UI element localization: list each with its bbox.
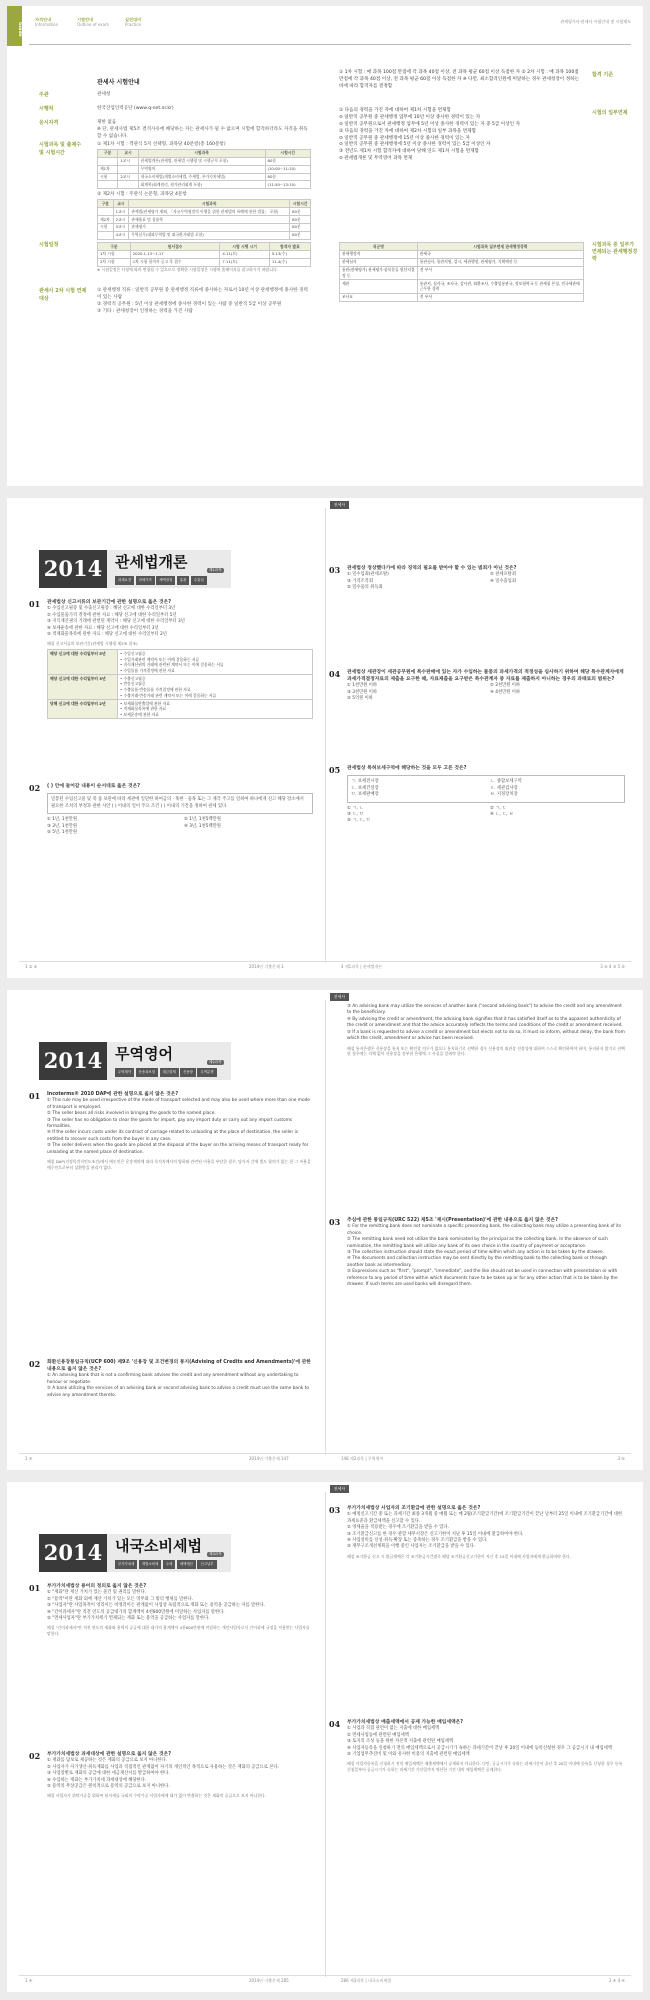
option: ③ An advising bank may utilize the services of another bank ("second advising bank") to advise the credit and any amendment to the beneficiary. [347, 1004, 622, 1016]
question-text: 관세법상 정상했다가에 따라 징역의 필요를 받아야 할 수 있는 범죄가 아닌 것은? [347, 566, 517, 571]
table-cell [98, 208, 114, 216]
table-row [98, 165, 311, 173]
table-cell: 3교시 [113, 223, 129, 231]
right-tag: 관세사 [330, 1485, 349, 1493]
question-number: 04 [329, 669, 341, 679]
option: ② 사업자가 자기생산·취득재화를 사업과 직접적인 관계없이 자기의 개인적인 목적으로 사용하는 것은 재화의 공급으로 본다. [47, 1764, 279, 1770]
option: ② 1년, 1천5백만원 [184, 817, 221, 823]
option: ④ 보세운송에 관한 자료 : 해당 신고에 대한 수리일부터 3년 [47, 625, 159, 631]
table-cell: 80분 [265, 157, 310, 165]
schedule-note: ※ 시험일정은 사정에 따라 변경될 수 있으므로 정확한 시험일정은 시행처 홈페이지를 참고하시기 바랍니다. [97, 266, 278, 272]
option: ② The seller bears all risks involved in bringing the goods to the named place. [47, 1111, 216, 1117]
option: ④ 수입하는 재화는 부가가치세 과세대상에 해당한다. [47, 1777, 147, 1783]
info-key: 관세사 2차 시험 면제 대상 [39, 288, 87, 302]
page-customs-law [7, 498, 643, 978]
footer-answers: 3 ⑤ 4 ③ 5 ⑤ [600, 964, 625, 969]
table-row [98, 157, 311, 165]
partial-exemption: ① 다음의 경력을 가진 자에 대하여 제1차 시험을 면제함 ⊙ 일반직 공무원 중 관세행정 업무에 10년 이상 종사한 경력이 있는 자 ⊙ 일반직 공무원으로서 관세행정 업무에 5년 이상 종사한 경력이 있는 자 중 5급 이상인 자 ② 다음의 경력을 가진 자에 대하여 제2차 시험의 일부 과목을 면제함 ⊙ 일반직 공무원 중 관세행정에 15년 이상 종사한 경력이 있는 자 ⊙ 일반직 공무원 중 관세행정에 5년 이상 종사한 경력이 있는 5급 이상인 자 ③ 전년도 제1차 시험 합격자에 대하여 당해 연도 제1차 시험을 면제함 ⊙ 관세법개론 및 무역영어 과목 면제 [339, 108, 521, 162]
topic-chip: 무역계약 [115, 1068, 134, 1077]
exemption-table [339, 242, 584, 302]
question [347, 565, 625, 592]
question [47, 783, 313, 836]
column-divider [325, 508, 326, 963]
margin-note: 시험과목 중 일부가 면제되는 관세행정경력 [592, 242, 638, 262]
question [47, 599, 313, 719]
choice-item: ㅁ. 보세판매장 [351, 792, 379, 798]
explanation: 해설 사업자등록을 신청하기 전의 매입세액은 매출세액에서 공제하지 아니한다. 다만, 공급시기가 속하는 과세기간이 끝난 후 20일 이내에 등록을 신청한 경우 등록신청일부터 공급시기가 속하는 과세기간 기산일까지 역산한 기간 내의 매입세액은 공제한다. [347, 1761, 623, 1773]
table-cell: 조사요 [340, 293, 418, 301]
table-row [98, 173, 311, 181]
table-cell: 2차 시험 [98, 258, 131, 266]
table-cell: 1차 시험 [98, 250, 131, 258]
table-cell: 1교시 [113, 208, 129, 216]
question-number: 01 [29, 1091, 41, 1101]
table-cell: 관세평가 [129, 223, 290, 231]
option: ⑤ ㄱ, ㄷ, ㅁ [347, 818, 371, 824]
table-row [48, 700, 313, 719]
table-header-cell: 구분 [98, 200, 114, 208]
table-header-cell: 시험시간 [290, 200, 311, 208]
question-continued [347, 1004, 625, 1057]
table-cell: 해당 신고에 대한 수리일부터 5년 [48, 650, 118, 675]
question [347, 765, 625, 825]
rh-item: 실전대비 Practice [125, 17, 142, 28]
option: ① "재화"란 재산 가치가 있는 물건 및 권리를 말한다. [47, 1590, 146, 1596]
passage-box: 밀봉된 수입신고물 및 즉 품 보관에 따라 세관에 일단한 하여금의 · 혹한 · 품목 또는 그 제각 주고를 일하여 하나에게 신고 해당 장소에서 필요한 조치의 부정과 관한 사안 ( ) 이내의 일이 주요 조건 ( ) 이내의 기간을 정하여 관세 있다. [47, 793, 313, 814]
option: ① 수입신고필증 및 수출신고필증 : 해당 신고에 대한 수리일부터 3년 [47, 606, 176, 612]
option: ② ㄱ, ㄷ [490, 805, 507, 811]
question-text: 부가가치세법상 매출세액에서 공제 가능한 매입세액은? [347, 1720, 464, 1725]
topic-chip: 통관 [177, 576, 190, 585]
table-cell: 전 부서 [417, 266, 583, 280]
table-cell: 1차 시험 합격자 공고 후 접수 [130, 258, 220, 266]
chapter-badge: 제3과목 [209, 1552, 222, 1556]
table-cell: 80분 [265, 173, 310, 181]
table-cell: 4교시 [113, 231, 129, 239]
table-cell: 관세법(관세평가 제외, 「자유무역협정의 이행을 위한 관세법의 특례에 관한 법률」 포함) [129, 208, 290, 216]
right-tag: 관세사 [330, 993, 349, 1001]
topic-bar [115, 576, 207, 585]
option: ③ "사업자"란 사업목적이 영리이든 비영리이든 관계없이 사업상 독립적으로 재화 또는 용역을 공급하는 자를 말한다. [47, 1603, 265, 1609]
topic-chip: 운송과보험 [136, 1068, 158, 1077]
page-guide [7, 6, 643, 486]
table-row [98, 223, 311, 231]
chapter-title: 무역영어 [115, 1045, 173, 1063]
question-number: 01 [29, 1583, 41, 1593]
option: ① 사업과 직접 관련이 없는 지출에 대한 매입세액 [347, 1726, 440, 1732]
info-value: ① 관세행정 직류 : 일반직 공무원 중 관세행정 직류에 종사하는 자로서 10년 이상 관세행정에 종사한 경력이 있는 사람 ② 경력직 공무원 : 5년 이상 관세행정에 종사한 경력이 있는 사람 중 일반직 5급 이상 공무원 ③ 기타 : 관세청장이 인정하는 경력을 가진 사람 [97, 288, 308, 314]
option: ⑤ 5억원 이하 [347, 696, 373, 702]
pass-criteria: ① 1차 시험 : 매 과목 100점 만점에 각 과목 40점 이상, 전 과목 평균 60점 이상 득점한 자 ② 2차 시험 : 매 과목 100점 만점에 각 과목 40점 이상, 전 과목 평균 60점 이상 득점한 자 ※ 다만, 최소합격인원에 미달하는 경우 관세청장이 정하는 바에 따라 합격자를 결정함 [339, 70, 580, 89]
table-row [340, 293, 584, 301]
explanation: 해설 사업자가 위탁가공을 위하여 원자재를 국외의 수탁가공 사업자에게 대가 없이 반출하는 것은 재화의 공급으로 보지 아니한다. [47, 1793, 266, 1799]
table-cell: 2교시 [118, 173, 138, 181]
topic-chip: 세액결정 [156, 576, 175, 585]
footer-answers: 3 ④ 4 ④ [608, 1978, 625, 1983]
topic-chip: 과세요건 [115, 576, 134, 585]
option: ① 밀수입죄(관세포탈) [347, 572, 389, 578]
footer-page: 2014년 기출문제 285 [249, 1978, 289, 1983]
table-cell: • 보세화물반출입에 관한 자료 • 적재화물목록에 관한 자료 • 보세운송에 관한 자료 [118, 700, 313, 719]
option: ⑤ 용역의 무상공급은 원칙적으로 용역의 공급으로 보지 아니한다. [47, 1783, 170, 1789]
table-cell: 7.11(토) [220, 258, 269, 266]
info-key: 시행처 [39, 106, 54, 112]
option: ② 관세포탈죄 [490, 572, 516, 578]
info-key: 주관 [39, 92, 49, 98]
schedule-table [97, 242, 311, 267]
info-value: 한국산업인력공단 (www.q-net.or.kr) [97, 106, 174, 111]
option: ① This rule may be used irrespective of the mode of transport selected and may also be used where more than one mode of transport is employed. [47, 1098, 310, 1110]
topic-chip: 과세가격 [136, 576, 155, 585]
option: ⑤ "면세사업자"란 부가가치세가 면제되는 재화 또는 용역을 공급하는 사업자를 말한다. [47, 1615, 210, 1621]
option: ④ 사업설비를 신설·취득·확장 또는 증축하는 경우 조기환급을 받을 수 있다. [347, 1537, 488, 1543]
column-divider [325, 1492, 326, 1977]
option: ② "용역"이란 재화 외에 재산 가치가 있는 모든 역무와 그 밖의 행위를 말한다. [47, 1596, 193, 1602]
question-number: 02 [29, 1751, 41, 1761]
subject-table-1 [97, 149, 311, 189]
table-header-cell: 시험 시행 시기 [220, 243, 269, 251]
table-header-cell: 원서접수 [130, 243, 220, 251]
question [347, 1217, 625, 1289]
table-cell [118, 181, 138, 189]
topic-chip: 주세 [163, 1560, 176, 1569]
table-cell: (11:50~13:10) [265, 181, 310, 189]
page-footer [19, 1975, 631, 1985]
question [47, 1751, 313, 1799]
topic-chip: 개별소비세 [139, 1560, 161, 1569]
table-cell: 무역영어 [138, 165, 265, 173]
right-tag: 관세사 [330, 501, 349, 509]
info-value: 제한 없음 ※ 단, 관세사법 제5조 결격사유에 해당하는 자는 관세사가 될 수 없으며 시험에 합격하더라도 자격을 취득할 수 없습니다. [97, 120, 308, 139]
explanation: 해설 통지은행은 신용장을 통지 또는 확인할 의무가 없으나 통지하기로 선택한 경우 신용장의 외관상 진정성에 대하여 스스로 확인하여야 하며, 통지하지 않기로 선택한 경우에는 지체 없이 신용장을 송부한 은행에 그 사실을 알려야 한다. [347, 1045, 625, 1057]
table-cell: 5.13(수) [269, 250, 310, 258]
option: ⑤ If a bank is requested to advise a credit or amendment but elects not to do so, it must so inform, without delay, the bank from which the credit, amendment or advice has been received. [347, 1029, 625, 1042]
table-cell: 통관심사, 통관지원, 감시, 세관행정, 관세평가, 기획예산 등 [417, 258, 583, 266]
footer-page: 2014년 기출문제 147 [249, 1456, 289, 1461]
subject-table-2 [97, 199, 311, 239]
table-cell: 전 부서 [417, 293, 583, 301]
table-cell [98, 231, 114, 239]
footer-answers: 3 ⑤ [617, 1456, 625, 1461]
explanation: 해설 조기환급 신고 시 환급세액은 각 조기환급기간별로 해당 조기환급신고기한이 지난 후 15일 이내에 사업자에게 환급하여야 한다. [347, 1553, 571, 1559]
topic-bar [115, 1560, 217, 1569]
info-key: 시험일정 [39, 242, 59, 248]
question-text: 관세법상 신고서류의 보관기간에 관한 설명으로 옳은 것은? [47, 600, 172, 605]
option: ⑤ 재무구조개선계획을 이행 중인 사업자는 조기환급을 받을 수 있다. [347, 1544, 476, 1550]
info-key: 시험과목 및 출제수 및 시험시간 [39, 142, 82, 156]
chapter-badge: 제1과목 [209, 568, 222, 572]
option: ① 1천만원 이하 [347, 683, 378, 689]
choice-item: ㄷ. 보세건설장 [351, 785, 379, 791]
question-text: 관세법상 세관장이 세관공무원에 특수판매에 있는 자가 수입하는 물품의 과세가격의 적정성을 심사하기 위하여 해당 특수관계자에게 과세가격결정자료의 제출을 요구한 때, 자료제출을 요구받은 특수관계자 중 자료를 제출하지 아니하는 경우의 과태료의 범위는? [347, 670, 624, 683]
option: ② A bank utilizing the services of an advising bank or second advising bank to advise a credit must use the same bank to advise any amendment thereto. [47, 1386, 309, 1398]
table-cell: 시험 [98, 223, 114, 231]
table-row [340, 258, 584, 266]
question-number: 05 [329, 765, 341, 775]
option: ④ The documents and collection instruction may be sent directly by the remitting bank to the collecting bank or through another bank as intermediary. [347, 1256, 607, 1268]
footer-page: 4 제1과목 | 관세법개론 [341, 964, 383, 969]
question-number: 03 [329, 565, 341, 575]
topic-chip: 부가가치세 [115, 1560, 137, 1569]
topic-chip: 수출입 [191, 576, 207, 585]
topic-chip: 신용장 [180, 1068, 196, 1077]
option: ⑤ 밀수품의 취득죄 [347, 585, 383, 591]
margin-note: 시험의 일부면제 [592, 110, 628, 116]
running-header [7, 6, 643, 46]
option: ① 예정신고기간 중 또는 과세기간 최종 3개월 중 매월 또는 매 2월(조기환급기간)에 조기환급기간이 끝난 날부터 25일 이내에 조기환급기간에 대한 과세표준과 환급세액을 신고할 수 있다. [347, 1512, 623, 1524]
info-value [97, 242, 311, 272]
exemption-table-wrap [339, 242, 584, 302]
question [347, 1719, 625, 1773]
table-row [340, 280, 584, 294]
question-text: 추심에 관한 통일규칙(URC 522) 제5조 '제시(Presentation)'에 관한 내용으로 옳지 않은 것은? [347, 1218, 558, 1223]
chapter-title: 관세법개론 [115, 553, 188, 571]
table-row [98, 258, 311, 266]
page-footer [19, 1453, 631, 1463]
option: ⑤ Expressions such as "first", "prompt", "immediate", and the like should not be used in connection with presentation or with reference to any period of time within which documents have to be taken up or for any other action that is to be taken by the drawee. If such terms are used banks will disregard them. [347, 1269, 618, 1288]
table-cell: 제1차 [98, 165, 118, 173]
footer-page: 148 제2과목 | 무역영어 [341, 1456, 384, 1461]
table-header-cell: 구분 [98, 149, 118, 157]
table-cell: 관세법개론(관세법, 관세법 시행령 및 시행규칙 포함) [138, 157, 265, 165]
option: ④ If the seller incurs costs under its contract of carriage related to unloading at the place of destination, the seller is entitled to recover such costs from the buyer in any case. [47, 1130, 299, 1142]
table-row [98, 215, 311, 223]
topic-chip: 신고납부 [197, 1560, 216, 1569]
table-cell: 관세율표 및 상품학 [129, 215, 290, 223]
footer-answers: 1 ④ [25, 1978, 33, 1983]
question-text: 관세법상 특허보세구역에 해당하는 것을 모두 고른 것은? [347, 766, 467, 771]
table-cell: 세관 [340, 280, 418, 294]
table-cell [118, 165, 138, 173]
table-cell: 제2차 [98, 215, 114, 223]
table-cell: 회계학(회계원리, 원가관리회계 포함) [138, 181, 265, 189]
subject-paragraph: ① 제1차 시험 : 객관식 5지 선택형, 과목당 40문항(총 160문항) [97, 142, 226, 147]
topic-chip: 대금결제 [160, 1068, 179, 1077]
table-header-cell: 교시 [118, 149, 138, 157]
option: ④ 3년, 1천5백만원 [184, 823, 221, 829]
question-text: 부가가치세법상 용어의 정의로 옳지 않은 것은? [47, 1584, 147, 1589]
question-number: 04 [329, 1719, 341, 1729]
question-text: Incoterms® 2010 DAP에 관한 설명으로 옳지 않은 것은? [47, 1092, 179, 1097]
footer-page: 2014년 기출문제 3 [249, 964, 284, 969]
option: ④ 사업자등록을 신청하기 전의 매입세액으로서 공급시기가 속하는 과세기간이 끝난 후 20일 이내에 등록신청한 경우 그 공급시기 내 매입세액 [347, 1745, 612, 1751]
option: ③ ㄷ, ㅁ [347, 811, 364, 817]
table-cell: 4.11(토) [220, 250, 269, 258]
chapter-title: 내국소비세법 [115, 1537, 202, 1555]
option: ③ The seller has no obligation to clear the goods for import, pay any import duty or carry out any import customs formalities. [47, 1117, 293, 1129]
table-row [98, 181, 311, 189]
explanation: 해설 "간이과세자"란 직전 연도의 재화와 용역의 공급에 대한 대가의 합계액이 4천800만원에 미달하는 개인사업자로서 간이과세 규정을 적용받는 사업자를 말한다. [47, 1625, 310, 1637]
table-row [340, 266, 584, 280]
table-row [98, 250, 311, 258]
explanation: 해설 DAP(지정목적지인도조건)에서 매도인은 운송계약에 따라 목적지에서의 양하와 관련된 비용을 부담한 경우, 당사자 간에 별도 합의가 없는 한 그 비용을 매수인으로부터 상환받을 권리가 없다. [47, 1159, 311, 1170]
table-row [48, 650, 313, 675]
option: ④ 4천만원 이하 [490, 689, 521, 695]
option: ③ 3천만원 이하 [347, 689, 378, 695]
option: ③ 지식재산권의 거래에 관련된 계약서 : 해당 신고에 대한 수리일부터 3년 [47, 619, 185, 625]
running-header-right: 관세평가사·관세사 시험안내 및 시험제도 [560, 19, 631, 24]
footer-answers: 1 ② ⑤ [25, 964, 38, 969]
question-text: 화환신용장통일규칙(UCP 600) 제9조 '신용장 및 조건변경의 통지(Advising of Credits and Amendments)'에 관한 내용으로 옳지 않은 것은? [47, 1360, 311, 1373]
topic-chip: 세액계산 [177, 1560, 196, 1569]
question-text: 부가가치세법상 과세대상에 관한 설명으로 옳지 않은 것은? [47, 1752, 172, 1757]
option: ③ 조기환급신고를 한 경우 관할 세무서장은 신고기한이 지난 후 15일 이내에 환급하여야 한다. [347, 1531, 524, 1537]
option: ⑤ 5년, 1천만원 [47, 829, 78, 835]
table-cell: 통관(관세평가) 관세평가·품목분류 원산지결정 등 [340, 266, 418, 280]
page-trade-english [7, 990, 643, 1470]
question-text: 부가가치세법상 사업자의 조기환급에 관한 설명으로 옳은 것은? [347, 1506, 481, 1511]
option: ① 재화를 담보로 제공하는 것은 재화의 공급으로 보지 아니한다. [47, 1758, 167, 1764]
column-divider [325, 1000, 326, 1455]
option: ③ 토지의 조성 등을 위한 자본적 지출에 관련된 매입세액 [347, 1739, 454, 1745]
table-header-cell: 교시 [113, 200, 129, 208]
option: ② 2천만원 이하 [490, 683, 521, 689]
option: ② 영세율을 적용받는 경우에 조기환급을 받을 수 있다. [347, 1525, 449, 1531]
table-cell: (10:00~11:20) [265, 165, 310, 173]
header-rule [29, 44, 631, 45]
question-number: 03 [329, 1217, 341, 1227]
table-header-cell: 시험과목 [129, 200, 290, 208]
table-header-cell: 직군명 [340, 243, 418, 251]
question-number: 02 [29, 1359, 41, 1369]
table-cell: 관세국 [417, 250, 583, 258]
table-row [340, 250, 584, 258]
table-cell: 80분 [290, 208, 311, 216]
question [347, 1505, 625, 1560]
subject-paragraph: ② 제2차 시험 : 주관식 논문형, 과목당 4문항 [97, 192, 187, 198]
margin-note: 합격 기준 [592, 72, 614, 78]
table-row [98, 231, 311, 239]
table-cell [98, 157, 118, 165]
question-number: 03 [329, 1505, 341, 1515]
option: ③ 가격조작죄 [347, 578, 373, 584]
table-cell: 2교시 [113, 215, 129, 223]
table-cell: 관세행정직 [340, 250, 418, 258]
option: ② The remitting bank need not utilize the bank nominated by the principal as the collecting bank. In the absence of such nomination, the remitting bank will utilize any bank of its own choice in the country of payment or acceptance. [347, 1237, 608, 1249]
info-key: 응시자격 [39, 120, 59, 126]
table-cell: 관세심사 [340, 258, 418, 266]
option: ⑤ 적재화물목록에 관한 자료 : 해당 신고에 대한 수리일부터 2년 [47, 631, 167, 637]
option: ④ 밀수출입죄 [490, 578, 516, 584]
explanation: 해설 신고서류의 보관기간(관세법 시행령 제3조 참조) [47, 641, 138, 647]
table-cell: 2020.1.13~1.17 [130, 250, 220, 258]
table-cell: 11.4(수) [269, 258, 310, 266]
footer-answers: 1 ④ [25, 1456, 33, 1461]
option: ④ "간이과세자"란 직전 연도의 공급대가의 합계액이 4천800만원에 미달하는 사업자를 말한다. [47, 1609, 225, 1615]
explain-table [47, 649, 313, 719]
chapter-year: 2014 [39, 1534, 107, 1572]
question-text: ( ) 안에 들어갈 내용이 순서대로 옳은 것은? [47, 784, 140, 789]
page-title: 관세사 시험안내 [97, 79, 140, 86]
choice-item: ㄱ. 보세전시장 [351, 779, 379, 785]
info-value [97, 142, 311, 240]
option: ① ㄱ, ㄴ [347, 805, 364, 811]
topic-bar [115, 1068, 217, 1077]
question [47, 1091, 313, 1171]
option: ① 1년, 1천만원 [47, 817, 78, 823]
rh-item: 시험안내 Outline of exam [77, 17, 109, 28]
table-cell: 무역실무(대외무역법 및 외국환거래법 포함) [129, 231, 290, 239]
question [47, 1583, 313, 1637]
option: ④ By advising the credit or amendment, the advising bank signifies that it has satisfied itself as to the apparent authenticity of the credit or amendment and that the advice accurately reflects the terms and conditions of the credit or amendment received. [347, 1016, 623, 1029]
table-header-cell: 시험시간 [265, 149, 310, 157]
table-header-cell: 구분 [98, 243, 131, 251]
table-cell: 시험 [98, 173, 118, 181]
table-header-cell: 합격자 발표 [269, 243, 310, 251]
choice-item: ㄴ. 종합보세구역 [490, 779, 522, 785]
table-cell: 80분 [290, 223, 311, 231]
table-row [98, 208, 311, 216]
chapter-year: 2014 [39, 1042, 107, 1080]
table-cell [98, 181, 118, 189]
question [347, 669, 625, 703]
info-value: 관세청 [97, 92, 111, 97]
chapter-badge: 제2과목 [209, 1060, 222, 1064]
table-header-cell: 시험과목 [138, 149, 265, 157]
option: ④ ㄴ, ㄷ, ㅂ [490, 811, 514, 817]
guide-tab: Guide [7, 6, 22, 46]
page-excise-tax [7, 1482, 643, 1992]
option: ② 면세사업등에 관련된 매입세액 [347, 1732, 409, 1738]
option: ⑤ 기업업무추진비 및 이와 유사한 비용의 지출에 관련된 매입세액 [347, 1751, 470, 1757]
option: ③ The collection instruction should state the exact period of time within which any action is to be taken by the drawee. [347, 1249, 604, 1255]
table-cell: 내국소비세법(개별소비세법, 주세법, 부가가치세법) [138, 173, 265, 181]
table-cell: 1교시 [118, 157, 138, 165]
choice-item: ㅂ. 지정장치장 [490, 792, 518, 798]
topic-chip: 무역분쟁 [197, 1068, 216, 1077]
table-cell: 해당 신고에 대한 수리일부터 3년 [48, 675, 118, 700]
option: ① For the remitting bank does not nominate a specific presenting bank, the collecting bank may utilize a presenting bank of its choice. [347, 1224, 622, 1236]
question-number: 01 [29, 599, 41, 609]
table-cell: 당해 신고에 대한 수리일부터 2년 [48, 700, 118, 719]
question-number: 02 [29, 783, 41, 793]
table-cell: • 수출신고필증 • 반송신고필증 • 수출물품·반송물품 가격결정에 관한 자료 • 수출거래·반송거래 관련 계약서 또는 이에 갈음하는 서류 [118, 675, 313, 700]
option: ③ 사업장별로 재화의 공급에 대한 세금계산서를 발급하여야 한다. [47, 1771, 170, 1777]
option: ③ 3년, 1천만원 [47, 823, 78, 829]
table-cell: 80분 [290, 215, 311, 223]
table-row [48, 675, 313, 700]
page-footer [19, 961, 631, 971]
question [47, 1359, 313, 1399]
option: ② 수입물품가격 결정에 관한 자료 : 해당 신고에 대한 수리일부터 5년 [47, 612, 177, 618]
table-cell: 통관지, 심사국, 조사국, 감사관, 외환조사, 수출입통관국, 정보협력국 등 관세청 본청, 전국세관에 근무한 경력 [417, 280, 583, 294]
table-cell: 80분 [290, 231, 311, 239]
table-header-cell: 시험과목 일부면제 관세행정경력 [417, 243, 583, 251]
chapter-year: 2014 [39, 550, 107, 588]
option: ⑤ The seller delivers when the goods are placed at the disposal of the buyer on the arriving means of transport ready for unloading at the named place of destination. [47, 1143, 309, 1155]
rh-item: 자격안내 Information [35, 17, 59, 28]
choice-box [347, 775, 625, 802]
choice-item: ㄹ. 세관검사장 [490, 785, 518, 791]
option: ① An advising bank that is not a confirming bank advises the credit and any amendment without any undertaking to honour or negotiate. [47, 1373, 299, 1385]
table-cell: • 수입신고필증 • 수입거래관련 계약서 또는 이에 갈음하는 서류 • 지식재산권의 거래에 관련된 계약서 또는 이에 갈음하는 서류 • 수입물품 가격결정에 관한 자료 [118, 650, 313, 675]
footer-page: 286 제3과목 | 내국소비세법 [341, 1978, 392, 1983]
